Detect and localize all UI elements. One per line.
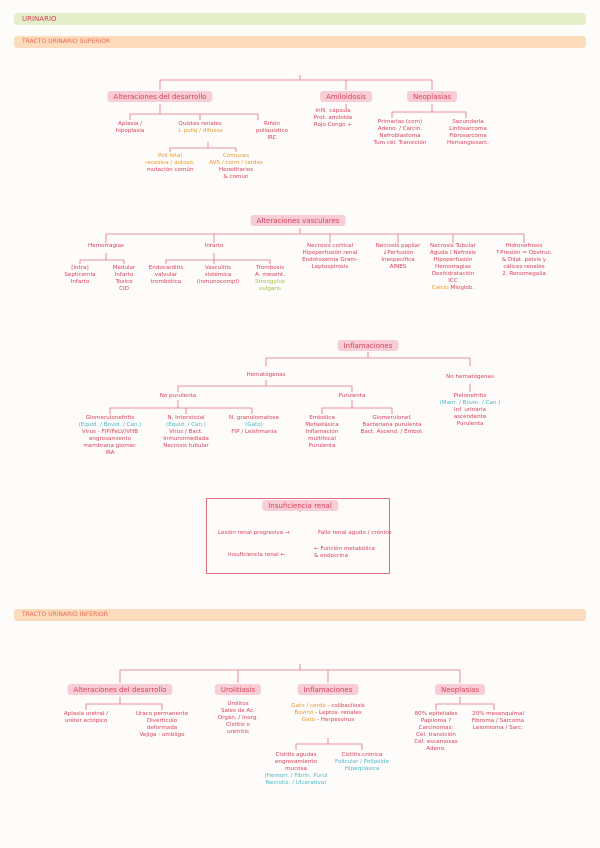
pill-neoplasias-upper: Neoplasias bbox=[407, 91, 457, 102]
quistes-text: Quistes renales ↓ poliq / difusos bbox=[177, 121, 223, 134]
lower-tract-title: TRACTO URINARIO INFERIOR bbox=[22, 611, 108, 618]
vasculitis-text: Vasculitis sistémica (inmunocompl) bbox=[196, 265, 240, 285]
insuf-l1: Lesión renal progresiva → bbox=[218, 530, 290, 536]
urinario-title: URINARIO bbox=[22, 15, 57, 23]
hemorragia-intra: [intra] Septicemia Infarto bbox=[64, 265, 96, 285]
prof-text: Poli fetal recesiva / autosó. mutación común bbox=[145, 153, 195, 173]
cistitis-cronica: Cistitis crónica Folicular / Polipoide Hiperplásica bbox=[334, 752, 390, 772]
hidronefrosis: Hidronefrosis ↑Presión = Obstruc. & Dilat. pelvis y cálices renales 2. Renomegalia bbox=[495, 243, 553, 277]
endocarditis-text: Endocarditis valvular trombótica bbox=[148, 265, 184, 285]
primarias-text: Primarias (com) Adeno. / Carcin. Nefroblastoma Tum cél. Transición bbox=[373, 119, 427, 146]
no-hematogenas-title: No hematógenas bbox=[446, 374, 494, 380]
necrosis-papilar: Necrosis papilar ↓Perfusión Inespecífica AINES bbox=[375, 243, 421, 270]
inflam-lower-text: Gato / cerdo - colibacilosis Bovino - Leptos. renales Gato - Herpesvirus bbox=[291, 703, 365, 723]
rinon-poliquistico-text: Riñón poliquístico IRC bbox=[256, 121, 288, 141]
pill-inflamaciones-lower: Inflamaciones bbox=[298, 684, 359, 695]
trombosis-text: Trombosis A. mesent. Strongylus vulgaris bbox=[254, 265, 286, 292]
urinario-header bbox=[14, 13, 586, 25]
aplasia-text: Aplasia / hipoplasia bbox=[115, 121, 145, 134]
infarto-title: Infarto bbox=[204, 243, 224, 249]
necrosis-cortical: Necrosis cortical Hipoperfusión renal Endotoxemia Gram- Leptospirosis bbox=[302, 243, 358, 270]
urolitiasis-text: Urolitos Sales de Ac. Orgán. / Inorg. Cistitis o uretritis bbox=[217, 701, 259, 735]
hematogenas-title: Hematógenas bbox=[246, 372, 286, 378]
uraco-permanente: Uraco permanente Divertículo deformada Vejiga - ombligo bbox=[135, 711, 189, 738]
pill-desarrollo-upper: Alteraciones del desarrollo bbox=[107, 91, 212, 102]
hemorragia-medular: Medular Infarto Tóxico CID bbox=[112, 265, 136, 292]
pill-insuficiencia: Insuficiencia renal bbox=[262, 500, 338, 511]
insuf-l2: Fallo renal agudo / crónico bbox=[318, 530, 392, 536]
hemorragias-title: Hemorragias bbox=[88, 243, 124, 249]
insuf-l3: Insuficiencia renal ← bbox=[228, 552, 286, 558]
amiloidosis-text: Infil. cápsula Prot. amiloide Rojo Congo + bbox=[313, 108, 353, 128]
aplasia-uretral: Aplasia uretral / uréter ectópico bbox=[63, 711, 109, 724]
necrosis-tubular: Necrosis Tubular Aguda / Nefrosis Hipoperfusión Hemorragias Deshidratación ICC Calcio Mioglob. bbox=[430, 243, 476, 291]
pill-neoplasias-lower: Neoplasias bbox=[435, 684, 485, 695]
cistitis-agudas: Cistitis agudas engrosamiento mucosa (Hemorr. / Fibrin. Purul Necrotiz. / Ulcerativa) bbox=[264, 752, 328, 786]
pill-inflamaciones-upper: Inflamaciones bbox=[338, 340, 399, 351]
glomerulonef-purulenta: Glomerulonef. Bacteriana purulenta Bact. Ascend. / Émbol. bbox=[360, 415, 424, 435]
embolica: Embólica Metastásica Inflamación multifocal Purulenta bbox=[305, 415, 339, 449]
neoplasias-epiteliales: 80% epiteliales Papiloma ? Carcinomas: Cél. transición Cél. escamosas Adeno. bbox=[414, 711, 458, 752]
n-intersticial: N. Intersticial (Equid. / Can.) Virus / Bact. Inmunomediada Necrosis tubular bbox=[163, 415, 209, 449]
pill-urolitiasis: Urolitiasis bbox=[215, 684, 261, 695]
purulenta-title: Purulenta bbox=[338, 393, 366, 399]
n-granulomatosa: N. granulomatosa (Gato) FIP / Leishmania bbox=[229, 415, 279, 435]
pill-amiloidosis: Amiloidosis bbox=[320, 91, 372, 102]
secundaria-text: Secundaria Linfosarcoma Fibrosarcoma Hemangiosarc. bbox=[447, 119, 489, 146]
upper-tract-title: TRACTO URINARIO SUPERIOR bbox=[22, 38, 111, 45]
pielonefritis: Pielonefritis (Mam. / Bovin. / Can.) Inf. urinaria ascendente Purulenta bbox=[439, 393, 501, 427]
pill-desarrollo-lower: Alteraciones del desarrollo bbox=[67, 684, 172, 695]
pill-vasculares: Alteraciones vasculares bbox=[251, 215, 346, 226]
lower-tract-header bbox=[14, 609, 586, 621]
insuf-l4: ← Función metabólica & endocrina bbox=[314, 546, 375, 559]
comunes-text: Comunes AVS / corm / tardes Hereditarios & comun bbox=[209, 153, 263, 180]
no-purulenta-title: No purulenta bbox=[159, 393, 197, 399]
neoplasias-mesenquimal: 20% mesenquimal Fibroma / Sarcoma Leiomioma / Sarc. bbox=[471, 711, 525, 731]
upper-tract-header bbox=[14, 36, 586, 48]
glomerulonefritis: Glomerulonefritis (Equid. / Bovid. / Can.) Virus - FIP/FeLV/VHB engrosamiento membrana glomer. IRA bbox=[78, 415, 142, 456]
